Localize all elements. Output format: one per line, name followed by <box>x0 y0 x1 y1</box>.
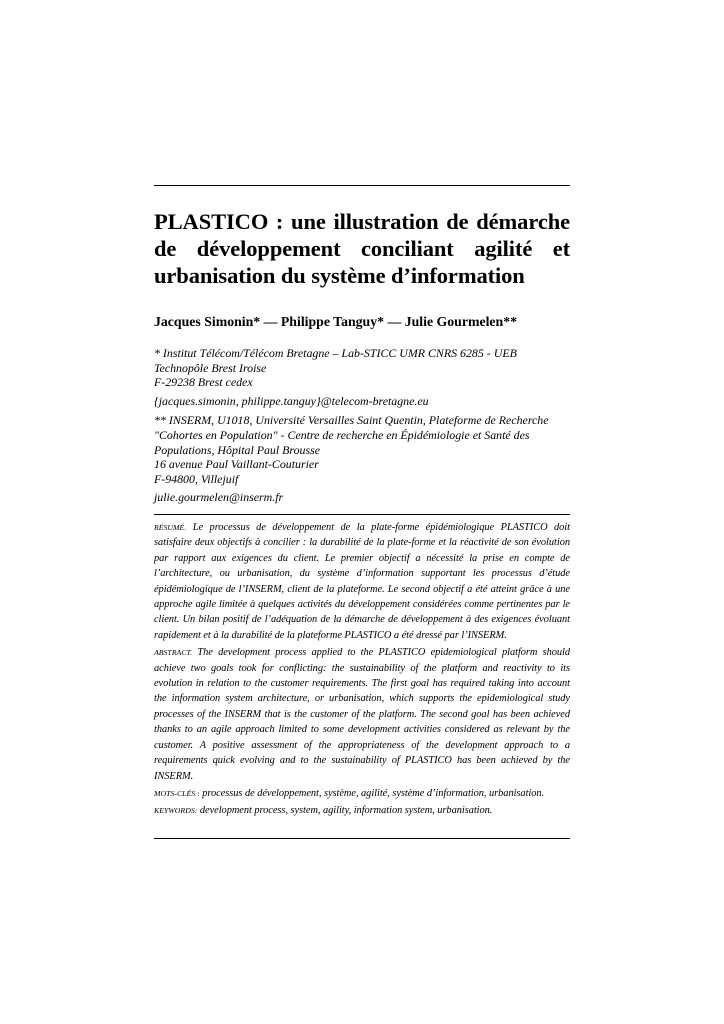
affiliations <box>154 346 570 505</box>
affiliation-line: ** INSERM, U1018, Université Versailles Saint Quentin, Plateforme de Recherche <box>154 413 549 428</box>
resume-text: Le processus de développement de la plate-forme épidémiologique PLASTICO doit satisfaire deux objectifs à concilier : la durabilité de la plate-forme et la réactivité de son évolution par rapport aux exigences du client. Le premier objectif a nécessité la prise en compte de l’architecture, ou urbanisation, du système d’information supportant les processus d’étude épidémiologique de l’INSERM, client de la plateforme. Le second objectif a été atteint grâce à une approche agile limitée à quelques activités du développement considérées comme pertinentes par le client. Un bilan positif de l’adéquation de la démarche de développement à des exigences évoluant rapidement et à la durabilité de la plateforme PLASTICO a été dressé par l’INSERM. <box>154 522 570 641</box>
keywords-paragraph <box>154 803 570 818</box>
affiliation-line: 16 avenue Paul Vaillant-Couturier <box>154 457 319 472</box>
affiliation-line: * Institut Télécom/Télécom Bretagne – Lab-STICC UMR CNRS 6285 - UEB <box>154 346 517 360</box>
abstract-text: The development process applied to the PLASTICO epidemiological platform should achieve two goals took for conflicting: the sustainability of the platform and reactivity to its evolution in relation to the customer requirements. The first goal has required taking into account the information system architecture, or urbanisation, which supports the epidemiological study processes of the INSERM that is the customer of the platform. The second goal has been achieved thanks to an agile approach limited to some development activities considered as relevant by the customer. A positive assessment of the appropriateness of the development approach to a requirements quick evolving and to the sustainability of PLASTICO has been achieved by the INSERM. <box>154 647 570 782</box>
abstract-paragraph <box>154 645 570 784</box>
motscles-paragraph <box>154 786 570 801</box>
affiliation-line: "Cohortes en Population" - Centre de recherche en Épidémiologie et Santé des <box>154 427 530 442</box>
resume-label: RÉSUMÉ. <box>154 523 187 532</box>
abstract-section <box>154 520 570 819</box>
affiliation-line: F-94800, Villejuif <box>154 471 239 486</box>
affiliation-email: {jacques.simonin, philippe.tanguy}@telecom-bretagne.eu <box>154 393 429 408</box>
keywords-text: development process, system, agility, information system, urbanisation. <box>199 805 493 817</box>
top-divider <box>154 185 570 186</box>
affiliation-line: F-29238 Brest cedex <box>154 375 253 390</box>
resume-paragraph <box>154 520 570 643</box>
abstract-top-divider <box>154 514 570 515</box>
motscles-text: processus de développement, système, agilité, système d’information, urbanisation. <box>202 787 545 799</box>
bottom-divider <box>154 838 570 839</box>
paper-title: PLASTICO : une illustration de démarche de développement conciliant agilité et urbanisation du système d’information <box>154 209 570 288</box>
keywords-label: KEYWORDS: <box>154 806 198 816</box>
motscles-label: MOTS-CLÉS : <box>154 788 200 798</box>
affiliation-email: julie.gourmelen@inserm.fr <box>154 490 284 505</box>
author-list: Jacques Simonin* — Philippe Tanguy* — Julie Gourmelen** <box>154 314 518 329</box>
abstract-label: ABSTRACT. <box>154 648 193 658</box>
paper-page <box>154 0 570 1024</box>
affiliation-2 <box>154 413 570 505</box>
affiliation-line: Populations, Hôpital Paul Brousse <box>154 442 321 457</box>
affiliation-line: Technopôle Brest Iroise <box>154 360 267 375</box>
affiliation-1 <box>154 346 570 408</box>
